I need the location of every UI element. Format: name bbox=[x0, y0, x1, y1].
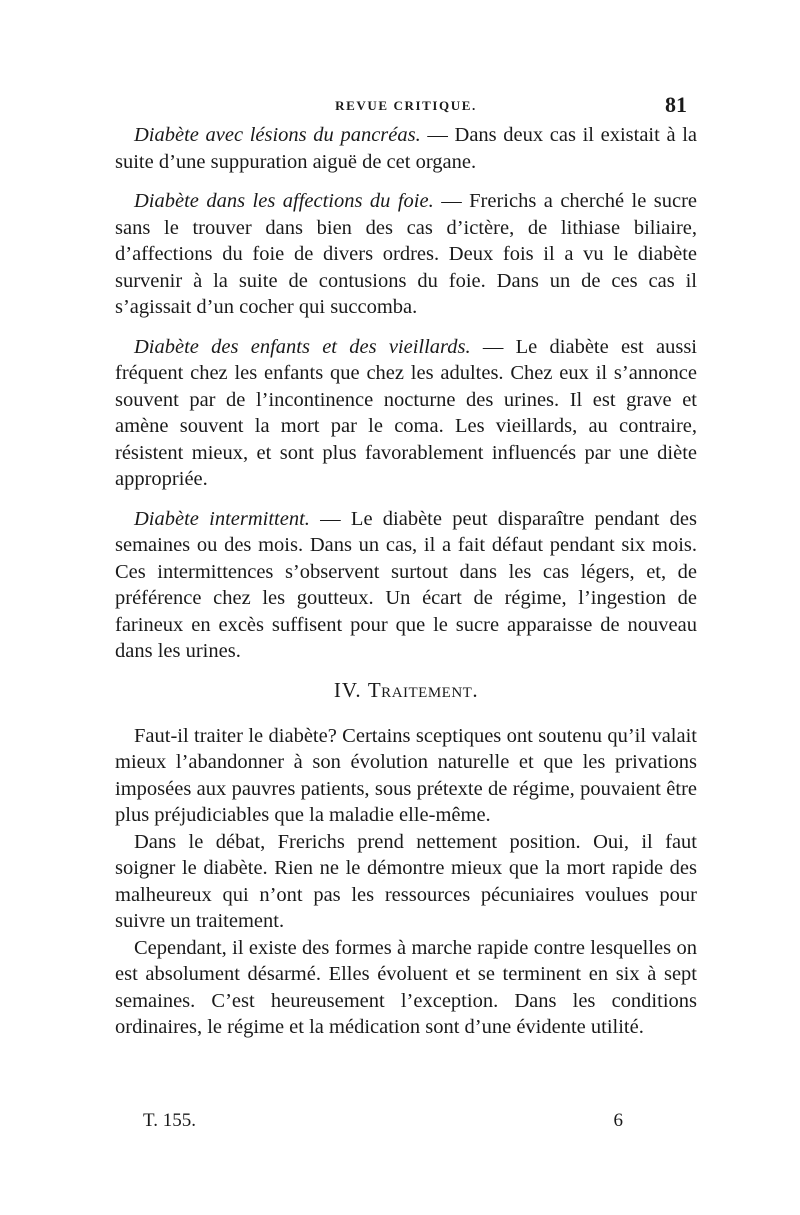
subheading-enfants-vieillards: Diabète des enfants et des vieillards. bbox=[134, 335, 471, 358]
paragraph-traitement-2: Dans le débat, Frerichs prend nettement position. Oui, il faut soigner le diabète. Rien ne le démontre mieux que la mort rapide des malheureux qui n’ont pas les ressources pécuniaires voulues pour suivre un traitement. bbox=[115, 830, 697, 932]
paragraph-enfants-vieillards-text: — Le diabète est aussi fréquent chez les enfants que chez les adultes. Chez eux il s’annonce souvent par de l’incontinence nocturne des urines. Il est grave et amène souvent la mort par le coma. Les vieillards, au contraire, résistent mieux, et sont plus favorablement influencés par une diète appropriée. bbox=[115, 335, 697, 490]
page-body bbox=[115, 92, 697, 1041]
paragraph-intermittent bbox=[115, 506, 697, 665]
paragraph-traitement-1: Faut-il traiter le diabète? Certains sceptiques ont soutenu qu’il valait mieux l’abandonner à son évolution naturelle et que les privations imposées aux pauvres patients, sous prétexte de régime, pouvaient être plus préjudiciables que la maladie elle-même. bbox=[115, 724, 697, 826]
paragraph-intermittent-text: — Le diabète peut disparaître pendant des semaines ou des mois. Dans un cas, il a fait défaut pendant six mois. Ces intermittences s’observent surtout dans les cas légers, et, de préférence chez les goutteux. Un écart de régime, l’ingestion de farineux en excès suffisent pour que le sucre apparaisse de nouveau dans les urines. bbox=[115, 507, 697, 662]
sheet-number: 6 bbox=[613, 1110, 623, 1131]
section-numeral: IV. bbox=[333, 677, 362, 702]
paragraph-enfants-vieillards bbox=[115, 334, 697, 493]
paragraph-foie-text: — Frerichs a cherché le sucre sans le trouver dans bien des cas d’ictère, de lithiase biliaire, d’affections du foie de divers ordres. Deux fois il a vu le diabète survenir à la suite de contusions du foie. Dans un de ces cas il s’agissait d’un cocher qui succomba. bbox=[115, 190, 697, 318]
page-number: 81 bbox=[665, 92, 687, 117]
section-heading bbox=[115, 678, 697, 703]
page-header bbox=[115, 92, 697, 122]
paragraph-traitement-3: Cependant, il existe des formes à marche rapide contre lesquelles on est absolument désarmé. Elles évoluent et se terminent en six à sept semaines. C’est heureusement l’exception. Dans les conditions ordinaires, le régime et la médication sont d’une évidente utilité. bbox=[115, 936, 697, 1038]
page-footer bbox=[143, 1110, 623, 1140]
paragraph-pancreas bbox=[115, 122, 697, 175]
subheading-foie: Diabète dans les affections du foie. bbox=[134, 190, 434, 212]
section-title: Traitement. bbox=[367, 677, 479, 702]
paragraph-pancreas-text: — Dans deux cas il existait à la suite d’une suppuration aiguë de cet organe. bbox=[115, 124, 697, 173]
volume-signature: T. 155. bbox=[143, 1110, 196, 1131]
subheading-intermittent: Diabète intermittent. bbox=[134, 507, 310, 530]
running-title: REVUE CRITIQUE. bbox=[335, 98, 477, 113]
subheading-pancreas: Diabète avec lésions du pancréas. bbox=[134, 124, 421, 146]
paragraph-foie bbox=[115, 188, 697, 321]
